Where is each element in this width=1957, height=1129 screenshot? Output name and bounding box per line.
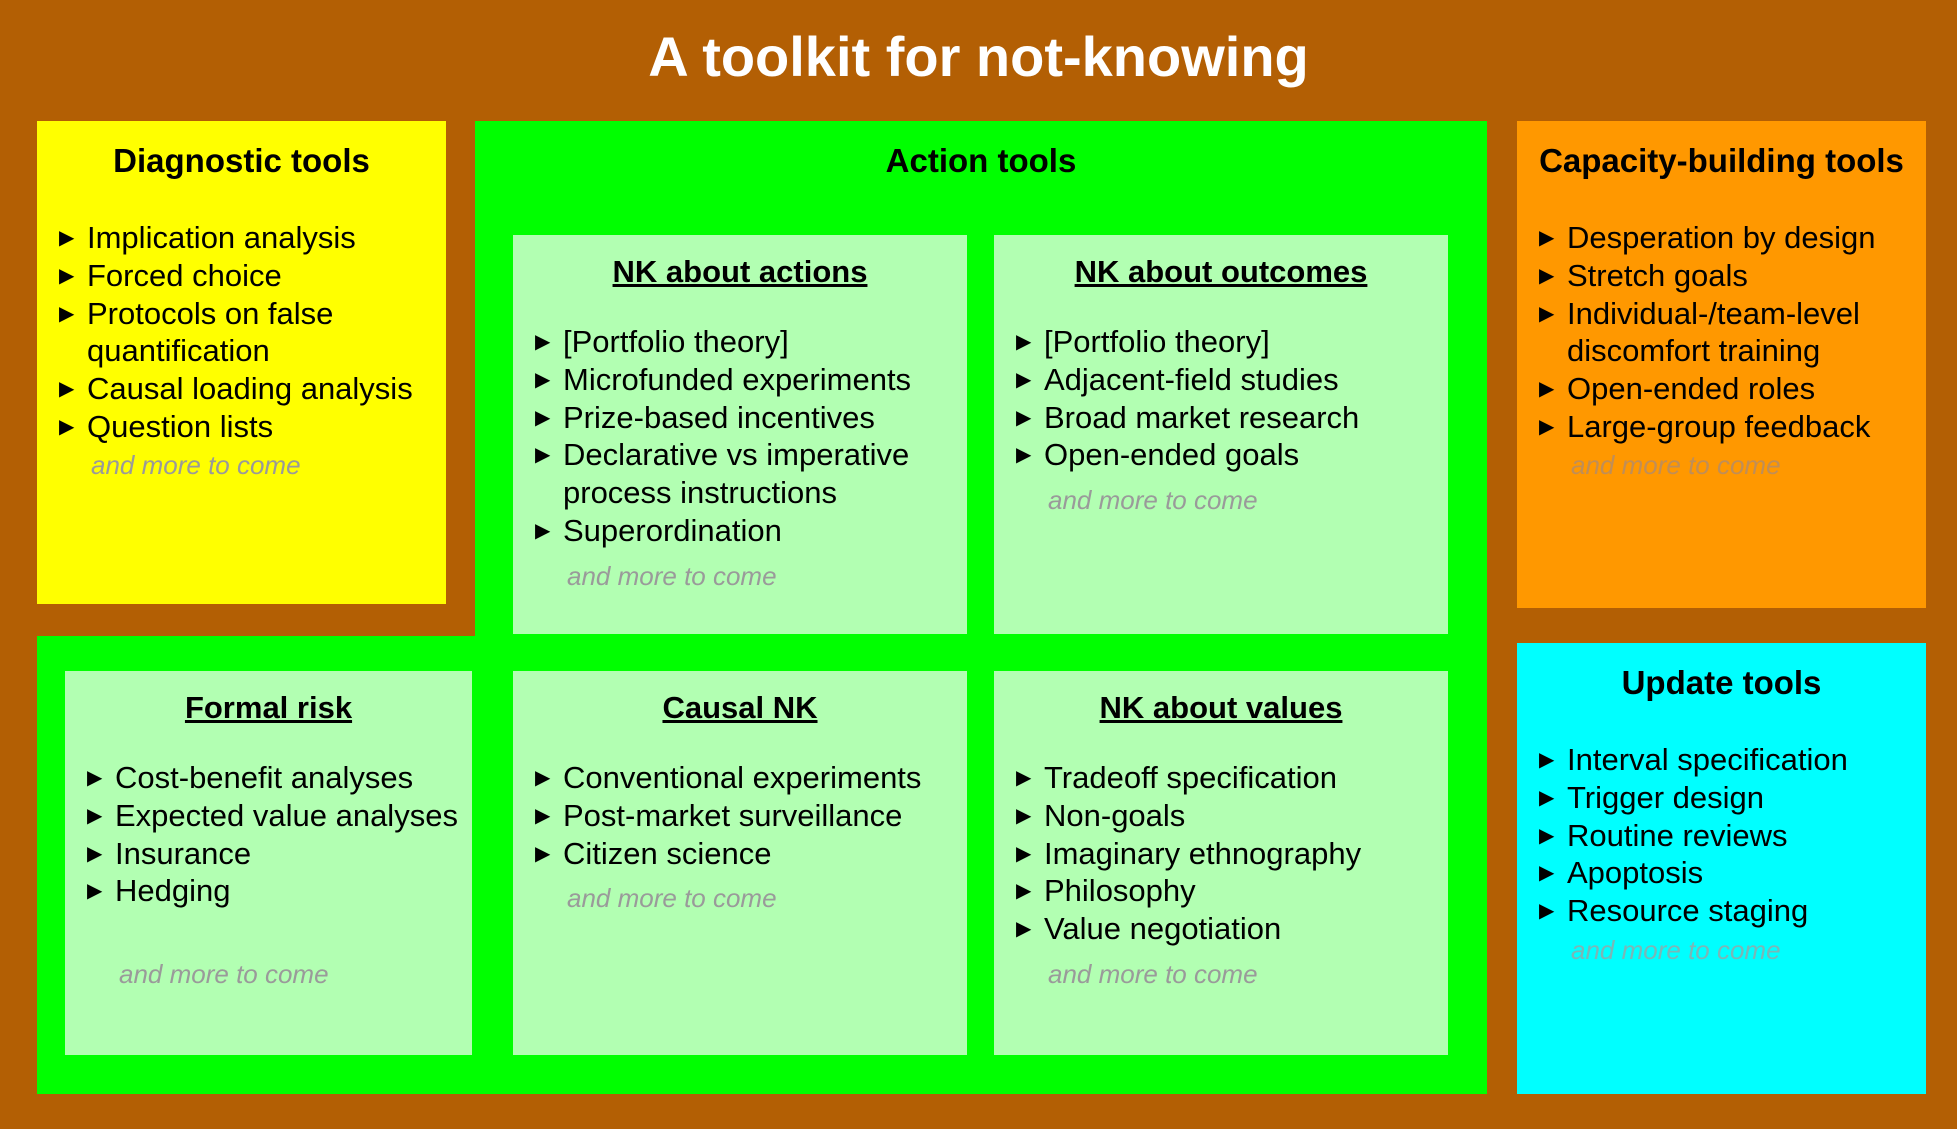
right-triangle-icon: ▶ — [535, 842, 551, 865]
list-item: ▶ Forced choice — [59, 257, 282, 293]
more-to-come-note: and more to come — [567, 561, 777, 591]
formal-risk-panel — [65, 671, 472, 1055]
right-triangle-icon: ▶ — [1539, 378, 1555, 401]
more-to-come-note: and more to come — [91, 450, 301, 480]
right-triangle-icon: ▶ — [1016, 767, 1032, 789]
nk-about-actions-list — [531, 323, 951, 550]
right-triangle-icon: ▶ — [87, 767, 103, 789]
list-item: ▶ Resource staging — [1539, 893, 1809, 929]
list-item: ▶ Hedging — [87, 873, 231, 909]
list-item: ▶ Conventional experiments — [535, 760, 922, 795]
nk-about-values-panel — [994, 671, 1448, 1055]
right-triangle-icon: ▶ — [1539, 302, 1555, 325]
right-triangle-icon: ▶ — [535, 331, 551, 353]
list-item: ▶ Question lists — [59, 408, 274, 444]
nk-about-outcomes-panel — [994, 235, 1448, 634]
list-item: ▶ Large-group feedback — [1539, 408, 1871, 444]
nk-about-values-list — [1012, 759, 1432, 948]
action-tools-title: Action tools — [885, 142, 1077, 179]
formal-risk-title: Formal risk — [184, 690, 353, 725]
right-triangle-icon: ▶ — [1016, 444, 1032, 467]
list-item: ▶ Value negotiation — [1016, 911, 1282, 947]
list-item: ▶ Desperation by design — [1539, 220, 1876, 255]
list-item: ▶ Citizen science — [535, 835, 772, 871]
list-item: ▶ Open-ended goals — [1016, 437, 1300, 473]
right-triangle-icon: ▶ — [1539, 415, 1555, 438]
right-triangle-icon: ▶ — [59, 227, 75, 249]
right-triangle-icon: ▶ — [1016, 406, 1032, 429]
right-triangle-icon: ▶ — [1539, 900, 1555, 923]
list-item: ▶ Implication analysis — [59, 220, 356, 255]
capacity-building-tools-title: Capacity-building tools — [1539, 142, 1904, 179]
more-to-come-note: and more to come — [1571, 450, 1781, 480]
list-item: ▶ Broad market research — [1016, 399, 1360, 435]
list-item: ▶ [Portfolio theory] — [1016, 324, 1270, 359]
list-item: ▶ Superordination — [535, 512, 782, 548]
nk-about-actions-title: NK about actions — [612, 254, 868, 289]
diagnostic-tools-panel — [37, 121, 446, 604]
right-triangle-icon: ▶ — [1539, 824, 1555, 847]
causal-nk-title: Causal NK — [662, 690, 818, 725]
right-triangle-icon: ▶ — [59, 415, 75, 438]
list-item: ▶ Prize-based incentives — [535, 399, 875, 435]
right-triangle-icon: ▶ — [1539, 786, 1555, 809]
nk-about-values-title: NK about values — [1099, 690, 1343, 725]
right-triangle-icon: ▶ — [1539, 749, 1555, 771]
right-triangle-icon: ▶ — [87, 804, 103, 827]
update-tools-panel — [1517, 643, 1926, 1094]
list-item: ▶ Individual-/team-level discomfort training — [1539, 295, 1860, 369]
right-triangle-icon: ▶ — [535, 444, 551, 467]
nk-about-outcomes-title: NK about outcomes — [1074, 254, 1368, 289]
list-item: ▶ Apoptosis — [1539, 855, 1704, 891]
list-item: ▶ Protocols on false quantification — [59, 295, 334, 369]
list-item: ▶ Routine reviews — [1539, 817, 1788, 853]
more-to-come-note: and more to come — [1048, 485, 1258, 515]
right-triangle-icon: ▶ — [1016, 842, 1032, 865]
list-item: ▶ Tradeoff specification — [1016, 760, 1337, 795]
more-to-come-note: and more to come — [119, 959, 329, 989]
right-triangle-icon: ▶ — [1016, 368, 1032, 391]
list-item: ▶ Adjacent-field studies — [1016, 361, 1339, 397]
right-triangle-icon: ▶ — [1539, 227, 1555, 249]
right-triangle-icon: ▶ — [1016, 804, 1032, 827]
more-to-come-note: and more to come — [1571, 935, 1781, 965]
right-triangle-icon: ▶ — [87, 880, 103, 903]
list-item: ▶ Trigger design — [1539, 779, 1765, 815]
right-triangle-icon: ▶ — [1539, 862, 1555, 885]
update-tools-list — [1535, 741, 1920, 930]
nk-about-actions-panel — [513, 235, 967, 634]
update-tools-title: Update tools — [1621, 664, 1822, 701]
right-triangle-icon: ▶ — [87, 842, 103, 865]
right-triangle-icon: ▶ — [59, 302, 75, 325]
right-triangle-icon: ▶ — [1016, 880, 1032, 903]
list-item: ▶ Expected value analyses — [87, 797, 458, 833]
right-triangle-icon: ▶ — [1016, 918, 1032, 941]
diagnostic-tools-title: Diagnostic tools — [113, 142, 370, 179]
list-item: ▶ Microfunded experiments — [535, 361, 912, 397]
right-triangle-icon: ▶ — [59, 264, 75, 287]
right-triangle-icon: ▶ — [1539, 264, 1555, 287]
list-item: ▶ Cost-benefit analyses — [87, 760, 414, 795]
list-item: ▶ Insurance — [87, 835, 252, 871]
right-triangle-icon: ▶ — [535, 767, 551, 789]
more-to-come-note: and more to come — [567, 883, 777, 913]
list-item: ▶ Causal loading analysis — [59, 371, 413, 407]
formal-risk-list — [83, 759, 463, 910]
causal-nk-list — [531, 759, 951, 872]
list-item: ▶ Non-goals — [1016, 797, 1186, 833]
right-triangle-icon: ▶ — [1016, 331, 1032, 353]
list-item: ▶ Post-market surveillance — [535, 797, 903, 833]
right-triangle-icon: ▶ — [535, 368, 551, 391]
nk-about-outcomes-list — [1012, 323, 1432, 474]
list-item: ▶ Philosophy — [1016, 873, 1196, 909]
list-item: ▶ Declarative vs imperative process instructions — [535, 437, 910, 511]
right-triangle-icon: ▶ — [59, 378, 75, 401]
page-title: A toolkit for not-knowing — [648, 25, 1309, 88]
more-to-come-note: and more to come — [1048, 959, 1258, 989]
capacity-building-tools-list — [1535, 219, 1920, 446]
causal-nk-panel — [513, 671, 967, 1055]
list-item: ▶ [Portfolio theory] — [535, 324, 789, 359]
list-item: ▶ Stretch goals — [1539, 257, 1748, 293]
right-triangle-icon: ▶ — [535, 406, 551, 429]
list-item: ▶ Open-ended roles — [1539, 371, 1816, 407]
capacity-building-tools-panel — [1517, 121, 1926, 608]
list-item: ▶ Imaginary ethnography — [1016, 835, 1362, 871]
diagnostic-tools-list — [55, 219, 440, 446]
right-triangle-icon: ▶ — [535, 804, 551, 827]
list-item: ▶ Interval specification — [1539, 742, 1848, 777]
right-triangle-icon: ▶ — [535, 519, 551, 542]
